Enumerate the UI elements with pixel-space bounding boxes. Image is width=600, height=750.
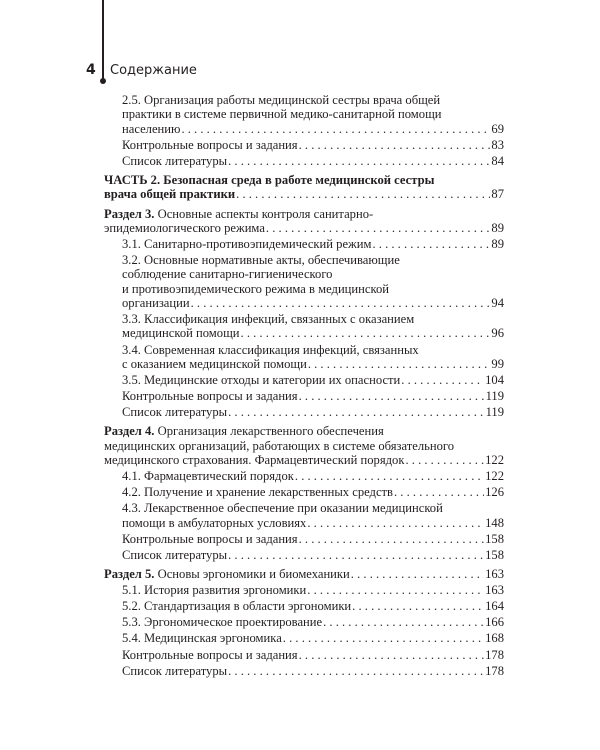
toc-entry-line [104, 453, 504, 467]
dot-leader [228, 664, 484, 678]
toc-entry-title: соблюдение санитарно-гигиенического [122, 267, 333, 282]
toc-entry [104, 253, 504, 310]
toc-page-number: 178 [485, 663, 504, 678]
toc-entry-line [122, 664, 504, 678]
toc-entry-text [122, 282, 389, 296]
toc-entry-line [122, 296, 504, 310]
toc-entry-title: организации [122, 296, 190, 311]
dot-leader [295, 469, 484, 483]
toc-entry-title: 4.1. Фармацевтический порядок [122, 469, 294, 484]
toc-entry [104, 154, 504, 168]
dot-leader [228, 548, 484, 562]
toc-entry-text [122, 631, 282, 645]
toc-page-number: 94 [491, 296, 504, 311]
dot-leader [372, 237, 490, 251]
dot-leader [299, 532, 485, 546]
toc-page-number: 104 [485, 372, 504, 387]
section-label: Раздел 3. [104, 206, 155, 221]
toc-entry-text [122, 237, 371, 251]
toc-entry-text [122, 312, 414, 326]
dot-leader [323, 615, 484, 629]
toc-entry-title: 5.2. Стандартизация в области эргономики [122, 599, 352, 614]
dot-leader [351, 567, 484, 581]
toc-entry-line [122, 237, 504, 251]
toc-entry-line [122, 599, 504, 613]
toc-page-number: 69 [491, 121, 504, 136]
toc-entry-title: 3.2. Основные нормативные акты, обеспечивающие [122, 253, 400, 268]
toc-entry-text [122, 373, 400, 387]
toc-page-number: 122 [485, 469, 504, 484]
toc-entry-title: Список литературы [122, 547, 228, 562]
toc-entry-line [122, 267, 504, 281]
toc-page-number: 163 [485, 567, 504, 582]
toc-entry-text [122, 253, 400, 267]
toc-entry-line [122, 138, 504, 152]
toc-entry-text [122, 648, 298, 662]
toc-entry-line [122, 93, 504, 107]
dot-leader [228, 405, 484, 419]
table-of-contents [104, 93, 504, 680]
toc-entry-line [122, 312, 504, 326]
toc-entry-title: эпидемиологического режима [104, 220, 265, 235]
toc-entry-line [122, 357, 504, 371]
toc-entry-text [104, 424, 384, 438]
toc-entry-title: 3.3. Классификация инфекций, связанных с оказанием [122, 312, 415, 327]
dot-leader [299, 138, 491, 152]
toc-page-number: 158 [485, 547, 504, 562]
toc-entry-line [104, 424, 504, 438]
dot-leader [181, 122, 490, 136]
toc-entry-line [122, 469, 504, 483]
toc-entry-title: 5.1. История развития эргономики [122, 583, 307, 598]
toc-entry-text [104, 439, 454, 453]
toc-entry-text [122, 326, 240, 340]
toc-entry-line [122, 389, 504, 403]
toc-entry-text [104, 187, 235, 201]
toc-entry-text [104, 453, 404, 467]
toc-entry-text [122, 485, 393, 499]
toc-page-number: 158 [485, 531, 504, 546]
page-number: 4 [86, 62, 96, 78]
toc-entry-title: с оказанием медицинской помощи [122, 356, 307, 371]
toc-entry-text [122, 154, 227, 168]
toc-entry [104, 664, 504, 678]
dot-leader [299, 648, 485, 662]
toc-entry-line [122, 615, 504, 629]
toc-entry-line [122, 548, 504, 562]
toc-entry-title: 4.2. Получение и хранение лекарственных средств [122, 485, 393, 500]
toc-entry-text [122, 664, 227, 678]
toc-entry-line [122, 343, 504, 357]
toc-entry-title: медицинских организаций, работающих в системе обязательного [104, 438, 455, 453]
toc-entry-text [104, 207, 373, 221]
toc-entry-line [122, 532, 504, 546]
running-title: Содержание [110, 63, 197, 78]
toc-entry [104, 615, 504, 629]
header-rule-dot [100, 78, 106, 84]
toc-entry-line [104, 207, 504, 221]
toc-entry-line [104, 173, 504, 187]
toc-entry-text [122, 93, 440, 107]
toc-entry-title: Контрольные вопросы и задания [122, 531, 298, 546]
toc-entry-text [122, 615, 322, 629]
toc-entry-title: Организация лекарственного обеспечения [154, 424, 384, 439]
toc-entry [104, 631, 504, 645]
toc-entry [104, 207, 504, 236]
toc-entry-line [122, 107, 504, 121]
toc-entry [104, 599, 504, 613]
dot-leader [401, 373, 484, 387]
dot-leader [283, 631, 484, 645]
toc-entry-text [122, 343, 419, 357]
toc-entry-text [122, 296, 190, 310]
toc-entry-line [122, 122, 504, 136]
toc-entry [104, 648, 504, 662]
toc-entry-title: Основы эргономики и биомеханики [154, 567, 350, 582]
toc-entry [104, 389, 504, 403]
dot-leader [191, 296, 491, 310]
toc-entry-text [122, 107, 442, 121]
toc-entry [104, 138, 504, 152]
section-label: Раздел 4. [104, 424, 155, 439]
toc-entry-line [122, 516, 504, 530]
toc-entry [104, 373, 504, 387]
toc-entry-title: 4.3. Лекарственное обеспечение при оказании медицинской [122, 501, 443, 516]
toc-page-number: 87 [491, 187, 504, 202]
dot-leader [236, 187, 490, 201]
toc-entry-title: практики в системе первичной медико-санитарной помощи [122, 107, 442, 122]
toc-entry-text [122, 599, 351, 613]
dot-leader [307, 516, 484, 530]
toc-entry-line [104, 439, 504, 453]
part-title: врача общей практики [104, 187, 236, 202]
toc-entry [104, 532, 504, 546]
toc-page-number: 163 [485, 583, 504, 598]
dot-leader [405, 453, 484, 467]
toc-page-number: 122 [485, 453, 504, 467]
toc-entry [104, 548, 504, 562]
toc-entry-text [122, 122, 180, 136]
toc-entry [104, 237, 504, 251]
toc-page-number: 89 [491, 220, 504, 235]
toc-entry-line [104, 187, 504, 201]
toc-entry-text [122, 548, 227, 562]
toc-entry-text [122, 267, 332, 281]
dot-leader [266, 221, 490, 235]
toc-entry-title: помощи в амбулаторных условиях [122, 515, 307, 530]
toc-entry-title: Список литературы [122, 153, 228, 168]
toc-entry-text [122, 357, 307, 371]
toc-entry-text [104, 173, 434, 187]
toc-page-number: 119 [485, 405, 504, 420]
toc-page-number: 119 [485, 389, 504, 404]
toc-page-number: 164 [485, 599, 504, 614]
toc-entry-line [122, 501, 504, 515]
dot-leader [352, 599, 484, 613]
toc-entry-title: и противоэпидемического режима в медицинской [122, 281, 390, 296]
toc-entry-text [122, 469, 294, 483]
toc-entry [104, 173, 504, 202]
toc-entry-title: 3.4. Современная классификация инфекций, связанных [122, 342, 419, 357]
toc-entry-line [122, 282, 504, 296]
toc-entry-line [122, 326, 504, 340]
toc-entry [104, 485, 504, 499]
toc-page-number: 148 [485, 515, 504, 530]
toc-entry-text [122, 516, 306, 530]
toc-entry-line [122, 405, 504, 419]
toc-page-number: 168 [485, 631, 504, 646]
toc-entry-title: 2.5. Организация работы медицинской сестры врача общей [122, 93, 441, 107]
toc-entry [104, 93, 504, 136]
toc-entry-title: Основные аспекты контроля санитарно- [154, 206, 374, 221]
header-rule [102, 0, 104, 80]
section-label: Раздел 5. [104, 567, 155, 582]
toc-entry-line [122, 253, 504, 267]
part-title: ЧАСТЬ 2. Безопасная среда в работе медицинской сестры [104, 173, 435, 188]
toc-entry-text [122, 405, 227, 419]
toc-entry-text [104, 221, 265, 235]
dot-leader [241, 326, 491, 340]
toc-entry-text [122, 501, 443, 515]
toc-page-number: 83 [491, 137, 504, 152]
toc-page-number: 99 [491, 356, 504, 371]
toc-entry [104, 405, 504, 419]
toc-entry-title: медицинской помощи [122, 326, 240, 341]
dot-leader [299, 389, 485, 403]
toc-entry [104, 583, 504, 597]
toc-entry-title: 3.1. Санитарно-противоэпидемический режим [122, 237, 372, 252]
toc-entry-title: Контрольные вопросы и задания [122, 389, 298, 404]
toc-entry-text [122, 138, 298, 152]
toc-entry-line [122, 631, 504, 645]
toc-entry-text [122, 532, 298, 546]
toc-entry-line [122, 648, 504, 662]
toc-entry-line [122, 583, 504, 597]
toc-entry-title: Контрольные вопросы и задания [122, 647, 298, 662]
toc-entry [104, 424, 504, 467]
toc-entry-title: 5.3. Эргономическое проектирование [122, 615, 323, 630]
toc-entry-line [104, 221, 504, 235]
toc-entry-text [122, 389, 298, 403]
toc-entry-line [122, 485, 504, 499]
toc-page-number: 96 [491, 326, 504, 341]
toc-entry-line [122, 154, 504, 168]
toc-entry-line [122, 373, 504, 387]
toc-entry-title: Список литературы [122, 663, 228, 678]
dot-leader [228, 154, 490, 168]
toc-entry-title: населению [122, 121, 181, 136]
dot-leader [308, 357, 491, 371]
dot-leader [394, 485, 484, 499]
toc-entry-title: Контрольные вопросы и задания [122, 137, 298, 152]
toc-entry-title: 3.5. Медицинские отходы и категории их опасности [122, 372, 401, 387]
toc-entry-title: медицинского страхования. Фармацевтический порядок [104, 453, 405, 467]
toc-entry-title: 5.4. Медицинская эргономика [122, 631, 282, 646]
dot-leader [307, 583, 484, 597]
toc-entry [104, 469, 504, 483]
toc-page-number: 84 [491, 153, 504, 168]
toc-page-number: 178 [485, 647, 504, 662]
toc-entry-text [104, 567, 350, 581]
toc-entry [104, 343, 504, 372]
toc-entry-text [122, 583, 306, 597]
toc-entry [104, 312, 504, 341]
toc-entry-line [104, 567, 504, 581]
toc-page-number: 89 [491, 237, 504, 252]
toc-page-number: 166 [485, 615, 504, 630]
toc-entry [104, 501, 504, 530]
toc-page-number: 126 [485, 485, 504, 500]
toc-entry [104, 567, 504, 581]
toc-entry-title: Список литературы [122, 405, 228, 420]
